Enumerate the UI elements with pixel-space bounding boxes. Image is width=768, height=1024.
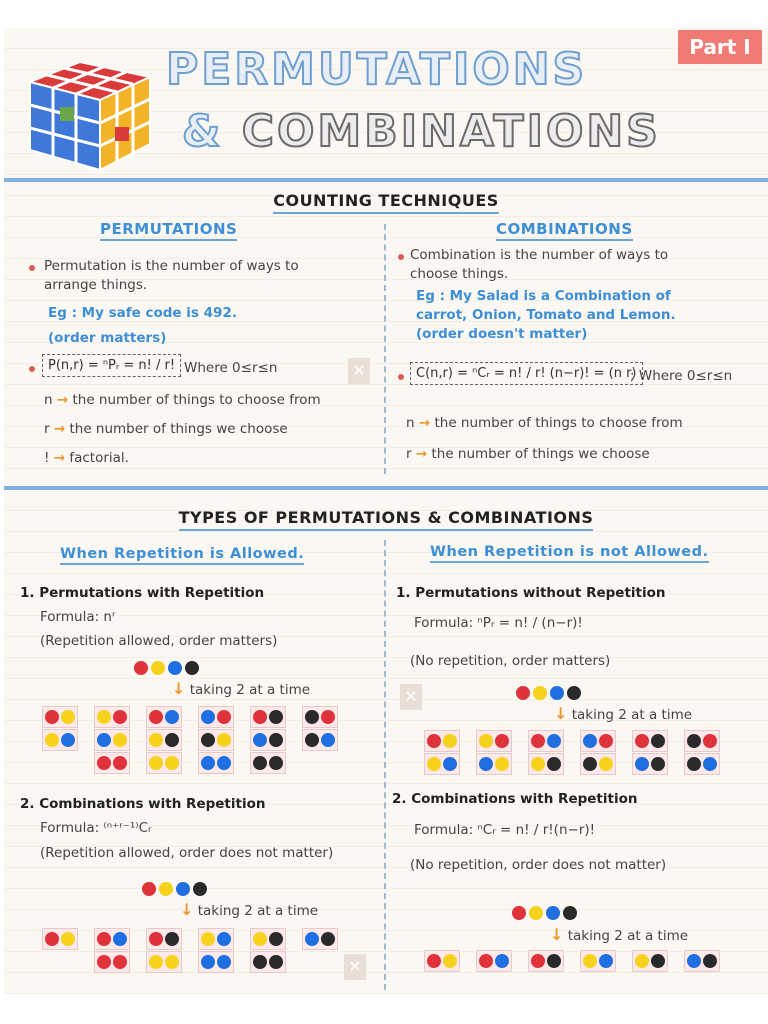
arrow-icon: → — [415, 446, 428, 462]
title-permutations: PERMUTATIONS — [166, 44, 588, 95]
taking-2-label: ↓ taking 2 at a time — [554, 704, 693, 723]
color-pair — [632, 730, 668, 752]
perm-formula: P(n,r) = ⁿPᵣ = n! / r! — [42, 354, 181, 377]
comb-without-repetition-title: 2. Combinations with Repetition — [392, 791, 638, 807]
color-pair — [250, 729, 286, 751]
infographic-sheet — [4, 28, 768, 994]
watermark-icon: ✕ — [344, 954, 366, 980]
color-pair — [250, 752, 286, 774]
perm-without-repetition-title: 1. Permutations without Repetition — [396, 585, 666, 601]
color-pair — [250, 706, 286, 728]
color-pair — [302, 706, 338, 728]
color-pair — [632, 950, 668, 972]
color-pair — [684, 730, 720, 752]
bullet — [398, 254, 404, 260]
color-pair — [146, 951, 182, 973]
color-pair — [198, 706, 234, 728]
title-combinations — [182, 106, 661, 157]
color-pair — [424, 730, 460, 752]
perm-definition-line2: arrange things. — [44, 277, 148, 293]
color-pair — [302, 928, 338, 950]
perm-legend-r: r → the number of things we choose — [44, 421, 288, 437]
comb-definition-line2: choose things. — [410, 266, 509, 282]
color-pair — [528, 730, 564, 752]
bullet — [398, 374, 404, 380]
color-pair — [424, 753, 460, 775]
bullet — [29, 265, 35, 271]
down-arrow-icon: ↓ — [554, 704, 568, 723]
rubiks-cube-icon — [20, 42, 160, 172]
comb-example-line1: Eg : My Salad is a Combination of — [416, 288, 671, 304]
combinations-heading: COMBINATIONS — [496, 220, 633, 241]
color-pair — [146, 752, 182, 774]
color-pair — [146, 928, 182, 950]
arrow-icon: → — [53, 450, 66, 466]
color-pair — [580, 753, 616, 775]
part-badge: Part I — [678, 30, 762, 64]
comb-example-line2: carrot, Onion, Tomato and Lemon. — [416, 307, 676, 323]
color-pair — [528, 753, 564, 775]
color-pair — [302, 729, 338, 751]
perm-without-repetition-formula: Formula: ⁿPᵣ = n! / (n−r)! — [414, 615, 583, 631]
arrow-icon: → — [56, 392, 69, 408]
color-pair — [580, 950, 616, 972]
color-set-4 — [516, 682, 584, 698]
comb-with-repetition-formula: Formula: ⁽ⁿ⁺ʳ⁻¹⁾Cᵣ — [40, 820, 152, 836]
color-pair — [94, 928, 130, 950]
color-pair — [528, 950, 564, 972]
permutations-heading: PERMUTATIONS — [100, 220, 237, 241]
comb-legend-n: n → the number of things to choose from — [406, 415, 683, 431]
repetition-allowed-heading: When Repetition is Allowed. — [60, 546, 304, 565]
taking-2-label: ↓ taking 2 at a time — [550, 925, 689, 944]
header-divider — [4, 178, 768, 182]
color-pair — [250, 928, 286, 950]
comb-with-repetition-title: 2. Combinations with Repetition — [20, 796, 266, 812]
color-pair — [684, 950, 720, 972]
down-arrow-icon: ↓ — [180, 900, 194, 919]
comb-with-repetition-note: (Repetition allowed, order does not matter) — [40, 845, 334, 861]
color-pair — [94, 752, 130, 774]
perm-with-repetition-note: (Repetition allowed, order matters) — [40, 633, 278, 649]
watermark-icon: ✕ — [348, 358, 370, 384]
color-pair — [632, 753, 668, 775]
counting-techniques-heading: COUNTING TECHNIQUES — [4, 191, 768, 210]
color-set-4 — [142, 878, 210, 894]
color-pair — [146, 706, 182, 728]
color-pair — [42, 706, 78, 728]
perm-example-line2: (order matters) — [48, 330, 167, 346]
color-pair — [42, 729, 78, 751]
perm-legend-n: n → the number of things to choose from — [44, 392, 321, 408]
comb-example-line3: (order doesn't matter) — [416, 326, 588, 342]
color-pair — [198, 729, 234, 751]
color-pair — [146, 729, 182, 751]
color-pair — [250, 951, 286, 973]
color-pair — [580, 730, 616, 752]
bullet — [29, 366, 35, 372]
color-set-4 — [134, 657, 202, 673]
color-pair — [198, 752, 234, 774]
title-ampersand: & — [182, 106, 224, 157]
title-combinations-text: COMBINATIONS — [241, 106, 661, 157]
taking-2-label: ↓ taking 2 at a time — [180, 900, 319, 919]
perm-definition-line1: Permutation is the number of ways to — [44, 258, 299, 274]
section-divider — [4, 486, 768, 490]
watermark-icon: ✕ — [400, 684, 422, 710]
types-heading: TYPES OF PERMUTATIONS & COMBINATIONS — [4, 508, 768, 527]
comb-legend-r: r → the number of things we choose — [406, 446, 650, 462]
arrow-icon: → — [418, 415, 431, 431]
comb-without-repetition-formula: Formula: ⁿCᵣ = n! / r!(n−r)! — [414, 822, 596, 838]
color-pair — [476, 730, 512, 752]
color-pair — [198, 951, 234, 973]
repetition-not-allowed-heading: When Repetition is not Allowed. — [430, 544, 709, 563]
color-set-4 — [512, 902, 580, 918]
comb-definition-line1: Combination is the number of ways to — [410, 247, 669, 263]
comb-formula: C(n,r) = ⁿCᵣ = n! / r! (n−r)! = (n r) — [410, 362, 643, 385]
perm-without-repetition-note: (No repetition, order matters) — [410, 653, 611, 669]
types-column-divider — [384, 540, 386, 990]
color-pair — [94, 951, 130, 973]
down-arrow-icon: ↓ — [172, 679, 186, 698]
color-pair — [94, 729, 130, 751]
color-pair — [684, 753, 720, 775]
color-pair — [94, 706, 130, 728]
perm-formula-where: Where 0≤r≤n — [184, 360, 278, 376]
perm-legend-factorial: ! → factorial. — [44, 450, 129, 466]
counting-column-divider — [384, 224, 386, 474]
color-pair — [42, 928, 78, 950]
down-arrow-icon: ↓ — [550, 925, 564, 944]
arrow-icon: → — [53, 421, 66, 437]
perm-with-repetition-formula: Formula: nʳ — [40, 609, 116, 625]
perm-example-line1: Eg : My safe code is 492. — [48, 305, 237, 321]
color-pair — [476, 950, 512, 972]
comb-without-repetition-note: (No repetition, order does not matter) — [410, 857, 667, 873]
taking-2-label: ↓ taking 2 at a time — [172, 679, 311, 698]
perm-with-repetition-title: 1. Permutations with Repetition — [20, 585, 265, 601]
color-pair — [198, 928, 234, 950]
color-pair — [476, 753, 512, 775]
comb-formula-where: ; Where 0≤r≤n — [630, 368, 733, 384]
color-pair — [424, 950, 460, 972]
